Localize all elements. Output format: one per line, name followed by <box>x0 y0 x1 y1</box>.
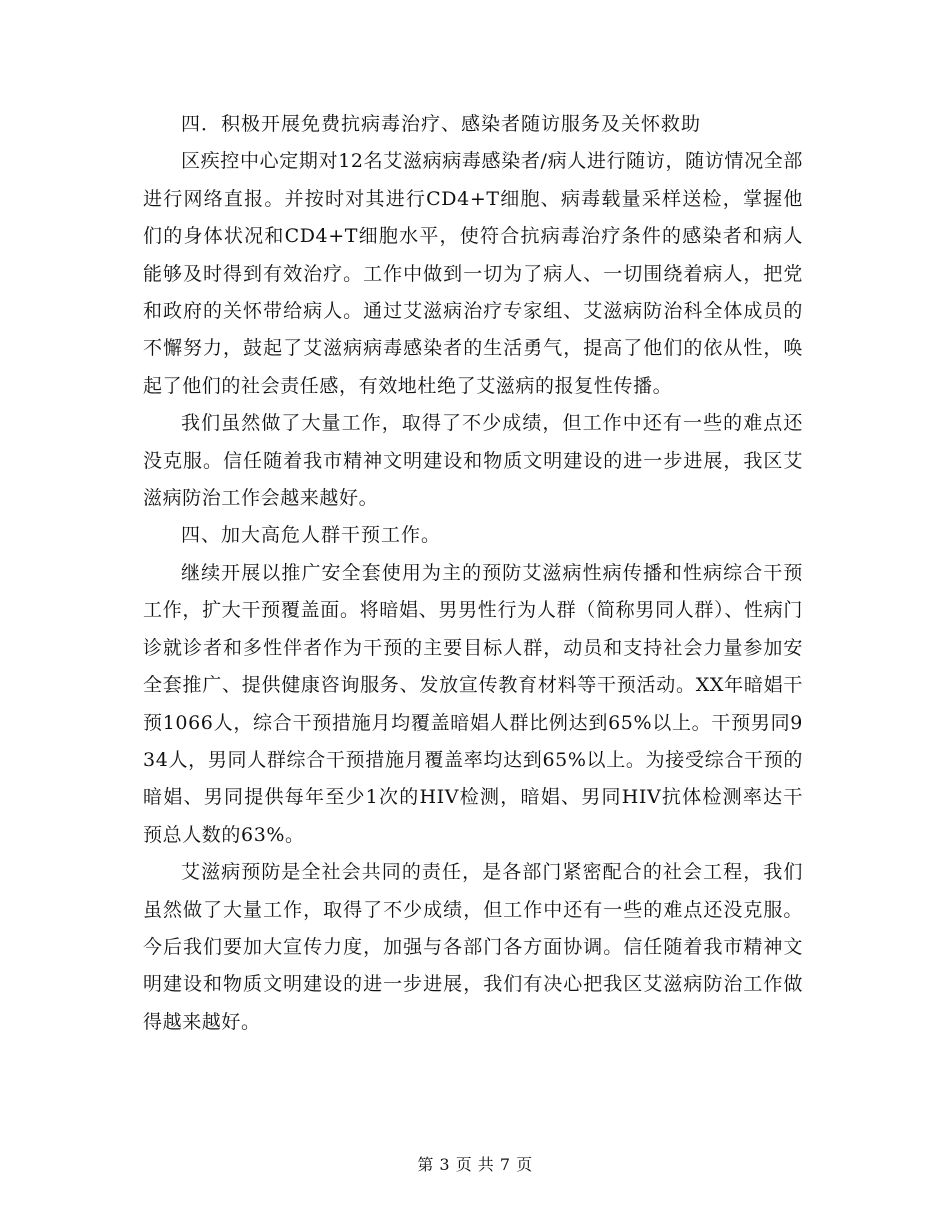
paragraph-follow-up: 区疾控中心定期对12名艾滋病病毒感染者/病人进行随访，随访情况全部进行网络直报。并按时对其进行CD4+T细胞、病毒载量采样送检，掌握他们的身体状况和CD4+T细胞水平，使符合抗病毒治疗条件的感染者和病人能够及时得到有效治疗。工作中做到一切为了病人、一切围绕着病人，把党和政府的关怀带给病人。通过艾滋病治疗专家组、艾滋病防治科全体成员的不懈努力，鼓起了艾滋病病毒感染者的生活勇气，提高了他们的依从性，唤起了他们的社会责任感，有效地杜绝了艾滋病的报复性传播。 <box>143 150 803 397</box>
paragraph-summary-1: 我们虽然做了大量工作，取得了不少成绩，但工作中还有一些的难点还没克服。信任随着我市精神文明建设和物质文明建设的进一步进展，我区艾滋病防治工作会越来越好。 <box>143 412 803 510</box>
document-body <box>143 106 803 1041</box>
paragraph-conclusion: 艾滋病预防是全社会共同的责任，是各部门紧密配合的社会工程，我们虽然做了大量工作，取得了不少成绩，但工作中还有一些的难点还没克服。今后我们要加大宣传力度，加强与各部门各方面协调。信任随着我市精神文明建设和物质文明建设的进一步进展，我们有决心把我区艾滋病防治工作做得越来越好。 <box>143 861 803 1033</box>
section-heading-intervention: 四、加大高危人群干预工作。 <box>181 524 442 547</box>
page-number-footer: 第 3 页 共 7 页 <box>417 1155 533 1174</box>
section-heading-treatment: 四．积极开展免费抗病毒治疗、感染者随访服务及关怀救助 <box>181 113 702 135</box>
paragraph-intervention: 继续开展以推广安全套使用为主的预防艾滋病性病传播和性病综合干预工作，扩大干预覆盖面。将暗娼、男男性行为人群（简称男同人群）、性病门诊就诊者和多性伴者作为干预的主要目标人群，动员和支持社会力量参加安全套推广、提供健康咨询服务、发放宣传教育材料等干预活动。XX年暗娼干预1066人，综合干预措施月均覆盖暗娼人群比例达到65%以上。干预男同934人，男同人群综合干预措施月覆盖率均达到65%以上。为接受综合干预的暗娼、男同提供每年至少1次的HIV检测，暗娼、男同HIV抗体检测率达干预总人数的63%。 <box>143 561 803 846</box>
